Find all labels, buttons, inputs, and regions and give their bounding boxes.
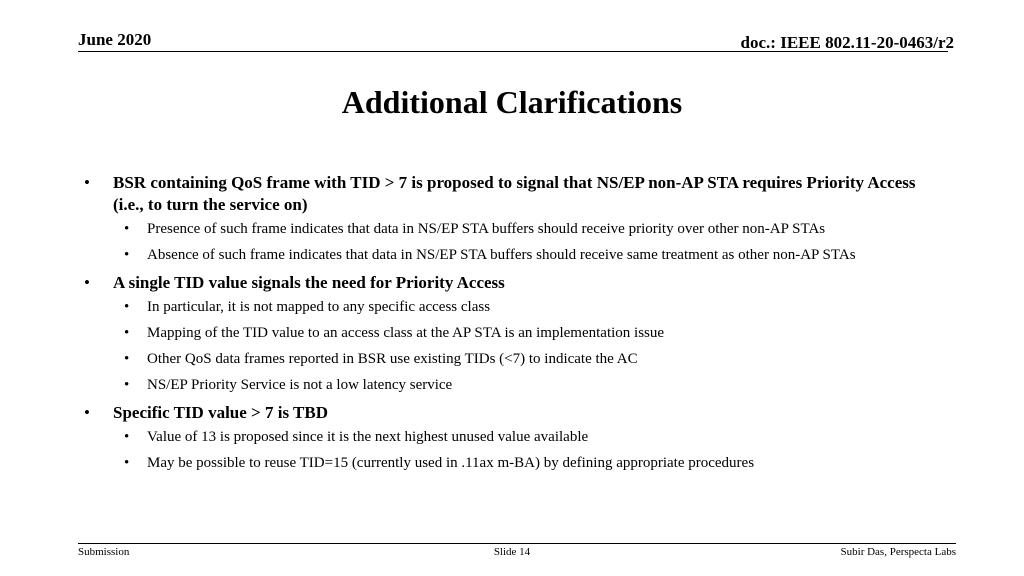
footer-divider [78, 543, 956, 544]
bullet-icon: • [124, 377, 130, 393]
slide-title: Additional Clarifications [341, 84, 683, 120]
header-divider [78, 51, 948, 52]
bullet-icon: • [124, 429, 130, 445]
bullet-icon: • [84, 273, 90, 292]
sub-bullet-item [119, 246, 944, 265]
header-date: June 2020 [78, 30, 152, 49]
sub-bullet-item [119, 220, 944, 239]
header-doc-id: doc.: IEEE 802.11-20-0463/r2 [740, 33, 954, 52]
bullet-icon: • [124, 455, 130, 471]
sub-bullet-item [119, 376, 944, 395]
bullet-icon: • [124, 247, 130, 263]
sub-bullet-item [119, 324, 944, 343]
bullet-icon: • [84, 403, 90, 422]
bullet-text: Specific TID value > 7 is TBD [113, 403, 328, 422]
sub-bullet-text: Mapping of the TID value to an access class at the AP STA is an implementation issue [147, 325, 665, 341]
sub-bullet-text: May be possible to reuse TID=15 (currently used in .11ax m-BA) by defining appropriate procedures [147, 455, 755, 471]
bullet-item [84, 402, 944, 424]
bullet-icon: • [124, 351, 130, 367]
footer-author: Subir Das, Perspecta Labs [840, 546, 956, 558]
sub-bullet-item [119, 428, 944, 447]
sub-bullet-text: Value of 13 is proposed since it is the next highest unused value available [147, 429, 589, 445]
bullet-text: A single TID value signals the need for Priority Access [113, 273, 505, 292]
sub-bullet-text: NS/EP Priority Service is not a low latency service [147, 377, 453, 393]
footer-submission: Submission [78, 546, 130, 558]
sub-bullet-item [119, 298, 944, 317]
sub-bullet-text: Presence of such frame indicates that data in NS/EP STA buffers should receive priority over other non-AP STAs [147, 221, 826, 237]
bullet-item [84, 272, 944, 294]
bullet-icon: • [84, 173, 90, 192]
bullet-icon: • [124, 325, 130, 341]
bullet-icon: • [124, 221, 130, 237]
footer-slide-number: Slide 14 [493, 546, 531, 558]
bullet-icon: • [124, 299, 130, 315]
sub-bullet-text: Other QoS data frames reported in BSR use existing TIDs (<7) to indicate the AC [147, 351, 638, 367]
sub-bullet-item [119, 350, 944, 369]
sub-bullet-text: Absence of such frame indicates that data in NS/EP STA buffers should receive same treatment as other non-AP STAs [147, 247, 856, 263]
bullet-item [84, 172, 944, 216]
sub-bullet-text: In particular, it is not mapped to any specific access class [147, 299, 491, 315]
slide-body [84, 172, 944, 480]
sub-bullet-item [119, 454, 944, 473]
bullet-text: BSR containing QoS frame with TID > 7 is proposed to signal that NS/EP non-AP STA requires Priority Access (i.e., to turn the service on) [113, 173, 916, 214]
